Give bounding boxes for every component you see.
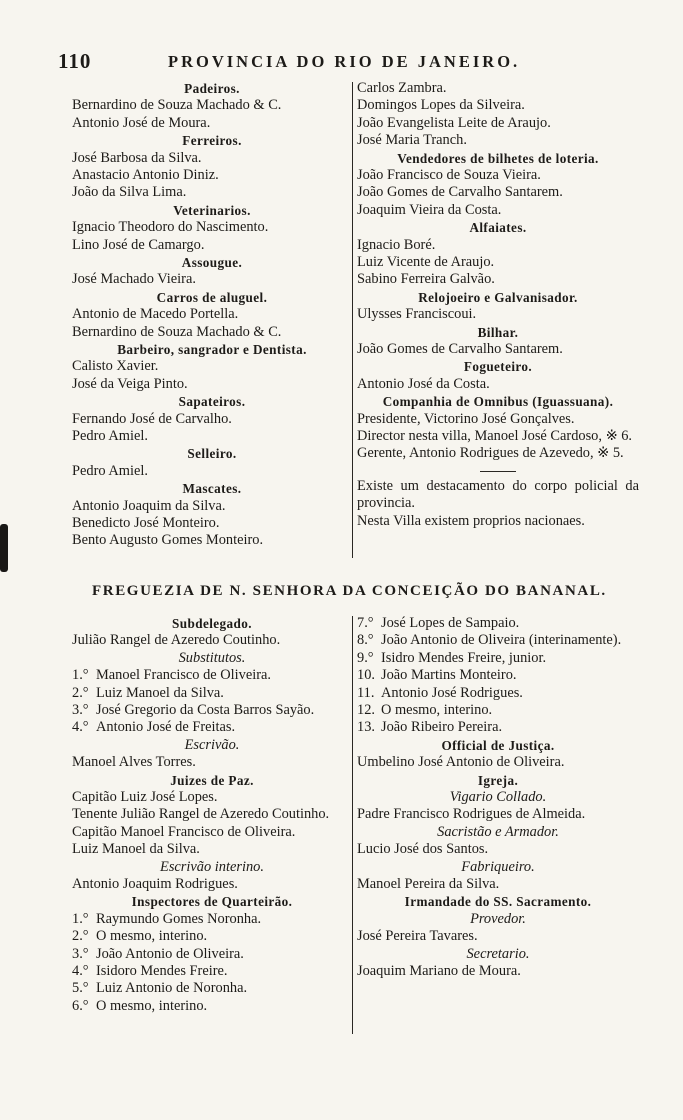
numbered-entry: [357, 667, 639, 684]
numbered-entry: [72, 667, 352, 684]
section-heading: Fogueteiro.: [463, 359, 533, 375]
section-heading: Inspectores de Quarteirão.: [131, 894, 293, 910]
entry-text: Fernando José de Carvalho.: [72, 410, 232, 427]
entry-text: João Martins Monteiro.: [381, 667, 517, 684]
entry-text: Carlos Zambra.: [357, 80, 447, 96]
entry-text: José Gregorio da Costa Barros Sayão.: [96, 701, 315, 718]
numbered-entry: [72, 928, 352, 945]
office-title: Secretario.: [466, 945, 530, 962]
numbered-entry: [72, 980, 352, 997]
entry-text: José Machado Vieira.: [72, 271, 196, 288]
entry-text: Bento Augusto Gomes Monteiro.: [72, 532, 264, 549]
entry-text: Lino José de Camargo.: [72, 236, 205, 253]
entry-text: José Maria Tranch.: [357, 132, 467, 149]
entry-number: 10.: [357, 667, 375, 684]
section-heading: Alfaiates.: [469, 220, 527, 236]
entry-text: O mesmo, interino.: [96, 928, 208, 945]
section-heading: Barbeiro, sangrador e Dentista.: [117, 341, 307, 357]
entry-text: João Ribeiro Pereira.: [381, 719, 503, 736]
separator-rule: [480, 471, 516, 472]
entry-text: Luiz Manoel da Silva.: [96, 684, 224, 701]
office-title: Escrivão.: [184, 736, 240, 753]
entry-number: 9.°: [357, 649, 374, 666]
entry-text: Calisto Xavier.: [72, 358, 159, 375]
section-heading: Igreja.: [477, 772, 519, 788]
section-heading: Selleiro.: [187, 446, 237, 462]
entry-text: Nesta Villa existem proprios nacionaes.: [357, 512, 585, 529]
numbered-entry: [72, 702, 352, 719]
entry-text: Tenente Julião Rangel de Azeredo Coutinho.: [72, 806, 330, 823]
entry-text: Antonio José da Costa.: [357, 375, 490, 392]
section-heading: Bilhar.: [477, 324, 519, 340]
page-header: [0, 49, 683, 79]
entry-text: Ignacio Boré.: [357, 236, 436, 253]
entry-text: Manoel Francisco de Oliveira.: [96, 667, 272, 684]
office-title: Provedor.: [470, 910, 526, 927]
entry-text: Sabino Ferreira Galvão.: [357, 271, 495, 288]
section-heading: Juizes de Paz.: [170, 772, 254, 788]
entry-number: 1.°: [72, 667, 89, 684]
entry-text: Antonio José de Moura.: [72, 114, 211, 131]
entry-number: 8.°: [357, 632, 374, 649]
entry-number: 3.°: [72, 701, 89, 718]
section-heading: Companhia de Omnibus (Iguassuana).: [382, 394, 614, 410]
entry-number: 7.°: [357, 615, 374, 631]
office-title: Fabriqueiro.: [461, 858, 535, 875]
numbered-entry: [72, 946, 352, 963]
entry-text: José Lopes de Sampaio.: [381, 615, 520, 631]
numbered-entry: [357, 719, 639, 736]
entry-number: 11.: [357, 684, 375, 701]
section-heading: Official de Justiça.: [441, 737, 555, 753]
numbered-entry: [72, 911, 352, 928]
entry-number: 2.°: [72, 928, 89, 945]
entry-text: José da Veiga Pinto.: [72, 375, 188, 392]
entry-text: Domingos Lopes da Silveira.: [357, 97, 525, 114]
entry-number: 4.°: [72, 719, 89, 736]
numbered-entry: [72, 719, 352, 736]
section-heading: Vendedores de bilhetes de loteria.: [397, 150, 599, 166]
entry-text: Raymundo Gomes Noronha.: [96, 910, 262, 927]
entry-number: 4.°: [72, 962, 89, 979]
section-heading: Sapateiros.: [178, 394, 246, 410]
numbered-entry: [357, 615, 639, 632]
entry-text: Pedro Amiel.: [72, 427, 148, 444]
entry-number: 6.°: [72, 997, 89, 1014]
bottom-right-column: [357, 615, 639, 980]
section-heading: Irmandade do SS. Sacramento.: [404, 894, 592, 910]
entry-text: Director nesta villa, Manoel José Cardoso, ※ 6.: [357, 427, 633, 444]
entry-text: João Gomes de Carvalho Santarem.: [357, 340, 563, 357]
entry-text: Antonio Joaquim da Silva.: [72, 497, 226, 514]
section-heading: Ferreiros.: [182, 133, 242, 149]
entry-text: João da Silva Lima.: [72, 184, 187, 201]
entry-text: Presidente, Victorino José Gonçalves.: [357, 410, 575, 427]
entry-text: João Antonio de Oliveira (interinamente).: [381, 632, 622, 649]
numbered-entry: [357, 632, 639, 649]
entry-text: Julião Rangel de Azeredo Coutinho.: [72, 632, 281, 649]
entry-text: Joaquim Mariano de Moura.: [357, 962, 521, 979]
numbered-entry: [72, 963, 352, 980]
entry-number: 3.°: [72, 945, 89, 962]
section-heading: Veterinarios.: [173, 202, 251, 218]
entry-text: Ulysses Franciscoui.: [357, 306, 477, 323]
section-heading: Mascates.: [182, 481, 242, 497]
entry-text: Benedicto José Monteiro.: [72, 514, 220, 531]
entry-text: Manoel Alves Torres.: [72, 754, 196, 771]
entry-number: 12.: [357, 701, 375, 718]
entry-text: Bernardino de Souza Machado & C.: [72, 323, 282, 340]
entry-text: Existe um destacamento do corpo policial da provincia.: [357, 477, 639, 512]
numbered-entry: [72, 998, 352, 1015]
entry-text: Umbelino José Antonio de Oliveira.: [357, 754, 565, 771]
section-heading: Carros de aluguel.: [156, 289, 268, 305]
entry-number: 2.°: [72, 684, 89, 701]
numbered-entry: [72, 685, 352, 702]
entry-text: Capitão Manoel Francisco de Oliveira.: [72, 823, 296, 840]
entry-text: José Pereira Tavares.: [357, 928, 478, 945]
entry-text: Luiz Vicente de Araujo.: [357, 253, 495, 270]
running-title: PROVINCIA DO RIO DE JANEIRO.: [168, 52, 521, 71]
office-title: Substitutos.: [178, 649, 246, 666]
column-divider-top: [352, 82, 353, 558]
entry-text: João Evangelista Leite de Araujo.: [357, 114, 551, 131]
entry-text: Antonio José de Freitas.: [96, 719, 236, 736]
entry-text: Antonio Joaquim Rodrigues.: [72, 875, 238, 892]
numbered-entry: [357, 702, 639, 719]
section-title: FREGUEZIA DE N. SENHORA DA CONCEIÇÃO DO BANANAL.: [92, 583, 607, 599]
entry-text: Capitão Luiz José Lopes.: [72, 788, 218, 805]
entry-number: 1.°: [72, 910, 89, 927]
entry-text: Bernardino de Souza Machado & C.: [72, 97, 282, 114]
section-heading: Subdelegado.: [172, 616, 252, 631]
entry-text: Joaquim Vieira da Costa.: [357, 201, 502, 218]
entry-text: José Barbosa da Silva.: [72, 149, 202, 166]
entry-text: Padre Francisco Rodrigues de Almeida.: [357, 806, 586, 823]
section-heading: Relojoeiro e Galvanisador.: [418, 289, 578, 305]
numbered-entry: [357, 650, 639, 667]
entry-text: Isidro Mendes Freire, junior.: [381, 649, 547, 666]
office-title: Escrivão interino.: [160, 858, 264, 875]
entry-text: Luiz Antonio de Noronha.: [96, 980, 248, 997]
office-title: Vigario Collado.: [449, 788, 547, 805]
section-heading: Assougue.: [181, 254, 243, 270]
entry-text: O mesmo, interino.: [96, 997, 208, 1014]
entry-number: 5.°: [72, 980, 89, 997]
entry-text: Ignacio Theodoro do Nascimento.: [72, 219, 269, 236]
entry-text: Lucio José dos Santos.: [357, 841, 489, 858]
entry-text: Luiz Manoel da Silva.: [72, 841, 200, 858]
entry-text: Isidoro Mendes Freire.: [96, 962, 228, 979]
entry-number: 13.: [357, 719, 375, 736]
entry-text: O mesmo, interino.: [381, 701, 493, 718]
entry-text: Anastacio Antonio Diniz.: [72, 166, 219, 183]
entry-text: Manoel Pereira da Silva.: [357, 875, 500, 892]
bottom-left-column: [72, 615, 352, 1015]
column-divider-bottom: [352, 616, 353, 1034]
top-right-column: [357, 80, 639, 530]
section-heading: Padeiros.: [184, 81, 240, 96]
entry-text: João Gomes de Carvalho Santarem.: [357, 184, 563, 201]
entry-text: Antonio José Rodrigues.: [381, 684, 523, 701]
entry-text: Gerente, Antonio Rodrigues de Azevedo, ※ 5.: [357, 445, 624, 462]
office-title: Sacristão e Armador.: [437, 823, 559, 840]
entry-text: Antonio de Macedo Portella.: [72, 306, 239, 323]
binding-mark: [0, 524, 8, 572]
page-number: 110: [58, 49, 92, 73]
numbered-entry: [357, 685, 639, 702]
top-left-column: [72, 80, 352, 550]
entry-text: João Francisco de Souza Vieira.: [357, 166, 541, 183]
entry-text: João Antonio de Oliveira.: [96, 945, 244, 962]
entry-text: Pedro Amiel.: [72, 462, 148, 479]
